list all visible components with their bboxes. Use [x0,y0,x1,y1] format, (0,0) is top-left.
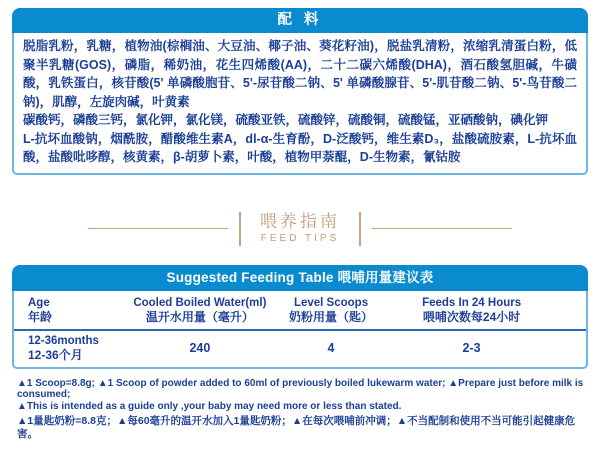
divider-bar-left [239,212,241,246]
feed-tips-divider [0,209,600,249]
cell-scoops: 4 [327,341,335,355]
divider-bar-right [359,212,361,246]
feed-tips-title-en: FEED TIPS [260,233,340,244]
divider-line-right [372,228,512,229]
feeding-table-title-bar: Suggested Feeding Table 喂哺用量建议表 [12,265,588,291]
cell-age: 12-36months 12-36个月 [28,334,99,362]
note-english-line-2: ▲This is intended as a guide only ,your baby may need more or less than stated. [17,400,402,412]
column-header-water: Cooled Boiled Water(ml) 温开水用量（毫升） [133,296,267,324]
ingredients-section [12,0,588,175]
note-chinese-line: ▲1量匙奶粉=8.8克；▲每60毫升的温开水加入1量匙奶粉；▲在每次喂哺前冲调；▲不当配制和使用不当可能引起健康危害。 [17,415,576,440]
ingredients-paragraph-main: 脱脂乳粉，乳糖，植物油(棕榈油、大豆油、椰子油、葵花籽油)，脱盐乳清粉，浓缩乳清蛋白粉，低聚半乳糖(GOS)，磷脂，稀奶油，花生四烯酸(AA)，二十二碳六烯酸(DHA)，酒石酸氢胆碱，牛磺酸，乳铁蛋白，核苷酸(5' 单磷酸胞苷、5'-尿苷酸二钠、5' 单磷酸腺苷、5'-肌苷酸二钠、5'-鸟苷酸二钠)，肌醇，左旋肉碱，叶黄素 [23,39,577,109]
feeding-table-header-row [14,291,586,331]
ingredients-header-bar [12,8,588,33]
cell-water: 240 [189,341,211,355]
divider-line-left [88,228,228,229]
feeding-table-data-row [14,331,586,367]
ingredients-list [12,33,588,175]
column-header-age: Age 年龄 [28,296,53,324]
note-english-line-1: ▲1 Scoop=8.8g; ▲1 Scoop of powder added to 60ml of previously boiled lukewarm water; ▲Prepare just before milk is consumed; [17,377,584,400]
column-header-scoops: Level Scoops 奶粉用量（匙） [289,296,374,324]
ingredients-title: 配 料 [277,12,323,28]
feeding-table-section [12,265,588,369]
preparation-notes [17,378,586,442]
column-header-feeds: Feeds In 24 Hours 喂哺次数每24小时 [422,296,522,324]
feed-tips-title-zh: 喂养指南 [260,212,340,231]
ingredients-paragraph-minerals: 碳酸钙，磷酸三钙，氯化钾，氯化镁，硫酸亚铁，硫酸锌，硫酸铜，硫酸锰，亚硒酸钠，碘化钾 [23,113,549,127]
feeding-table [12,291,588,369]
cell-feeds: 2-3 [462,341,481,355]
feed-tips-heading [252,212,348,245]
ingredients-paragraph-vitamins: L-抗坏血酸钠，烟酰胺，醋酸维生素A，dl-α-生育酚，D-泛酸钙，维生素D₃，盐酸硫胺素，L-抗坏血酸，盐酸吡哆醇，核黄素，β-胡萝卜素，叶酸，植物甲萘醌，D-生物素，氰钴胺 [23,131,577,164]
